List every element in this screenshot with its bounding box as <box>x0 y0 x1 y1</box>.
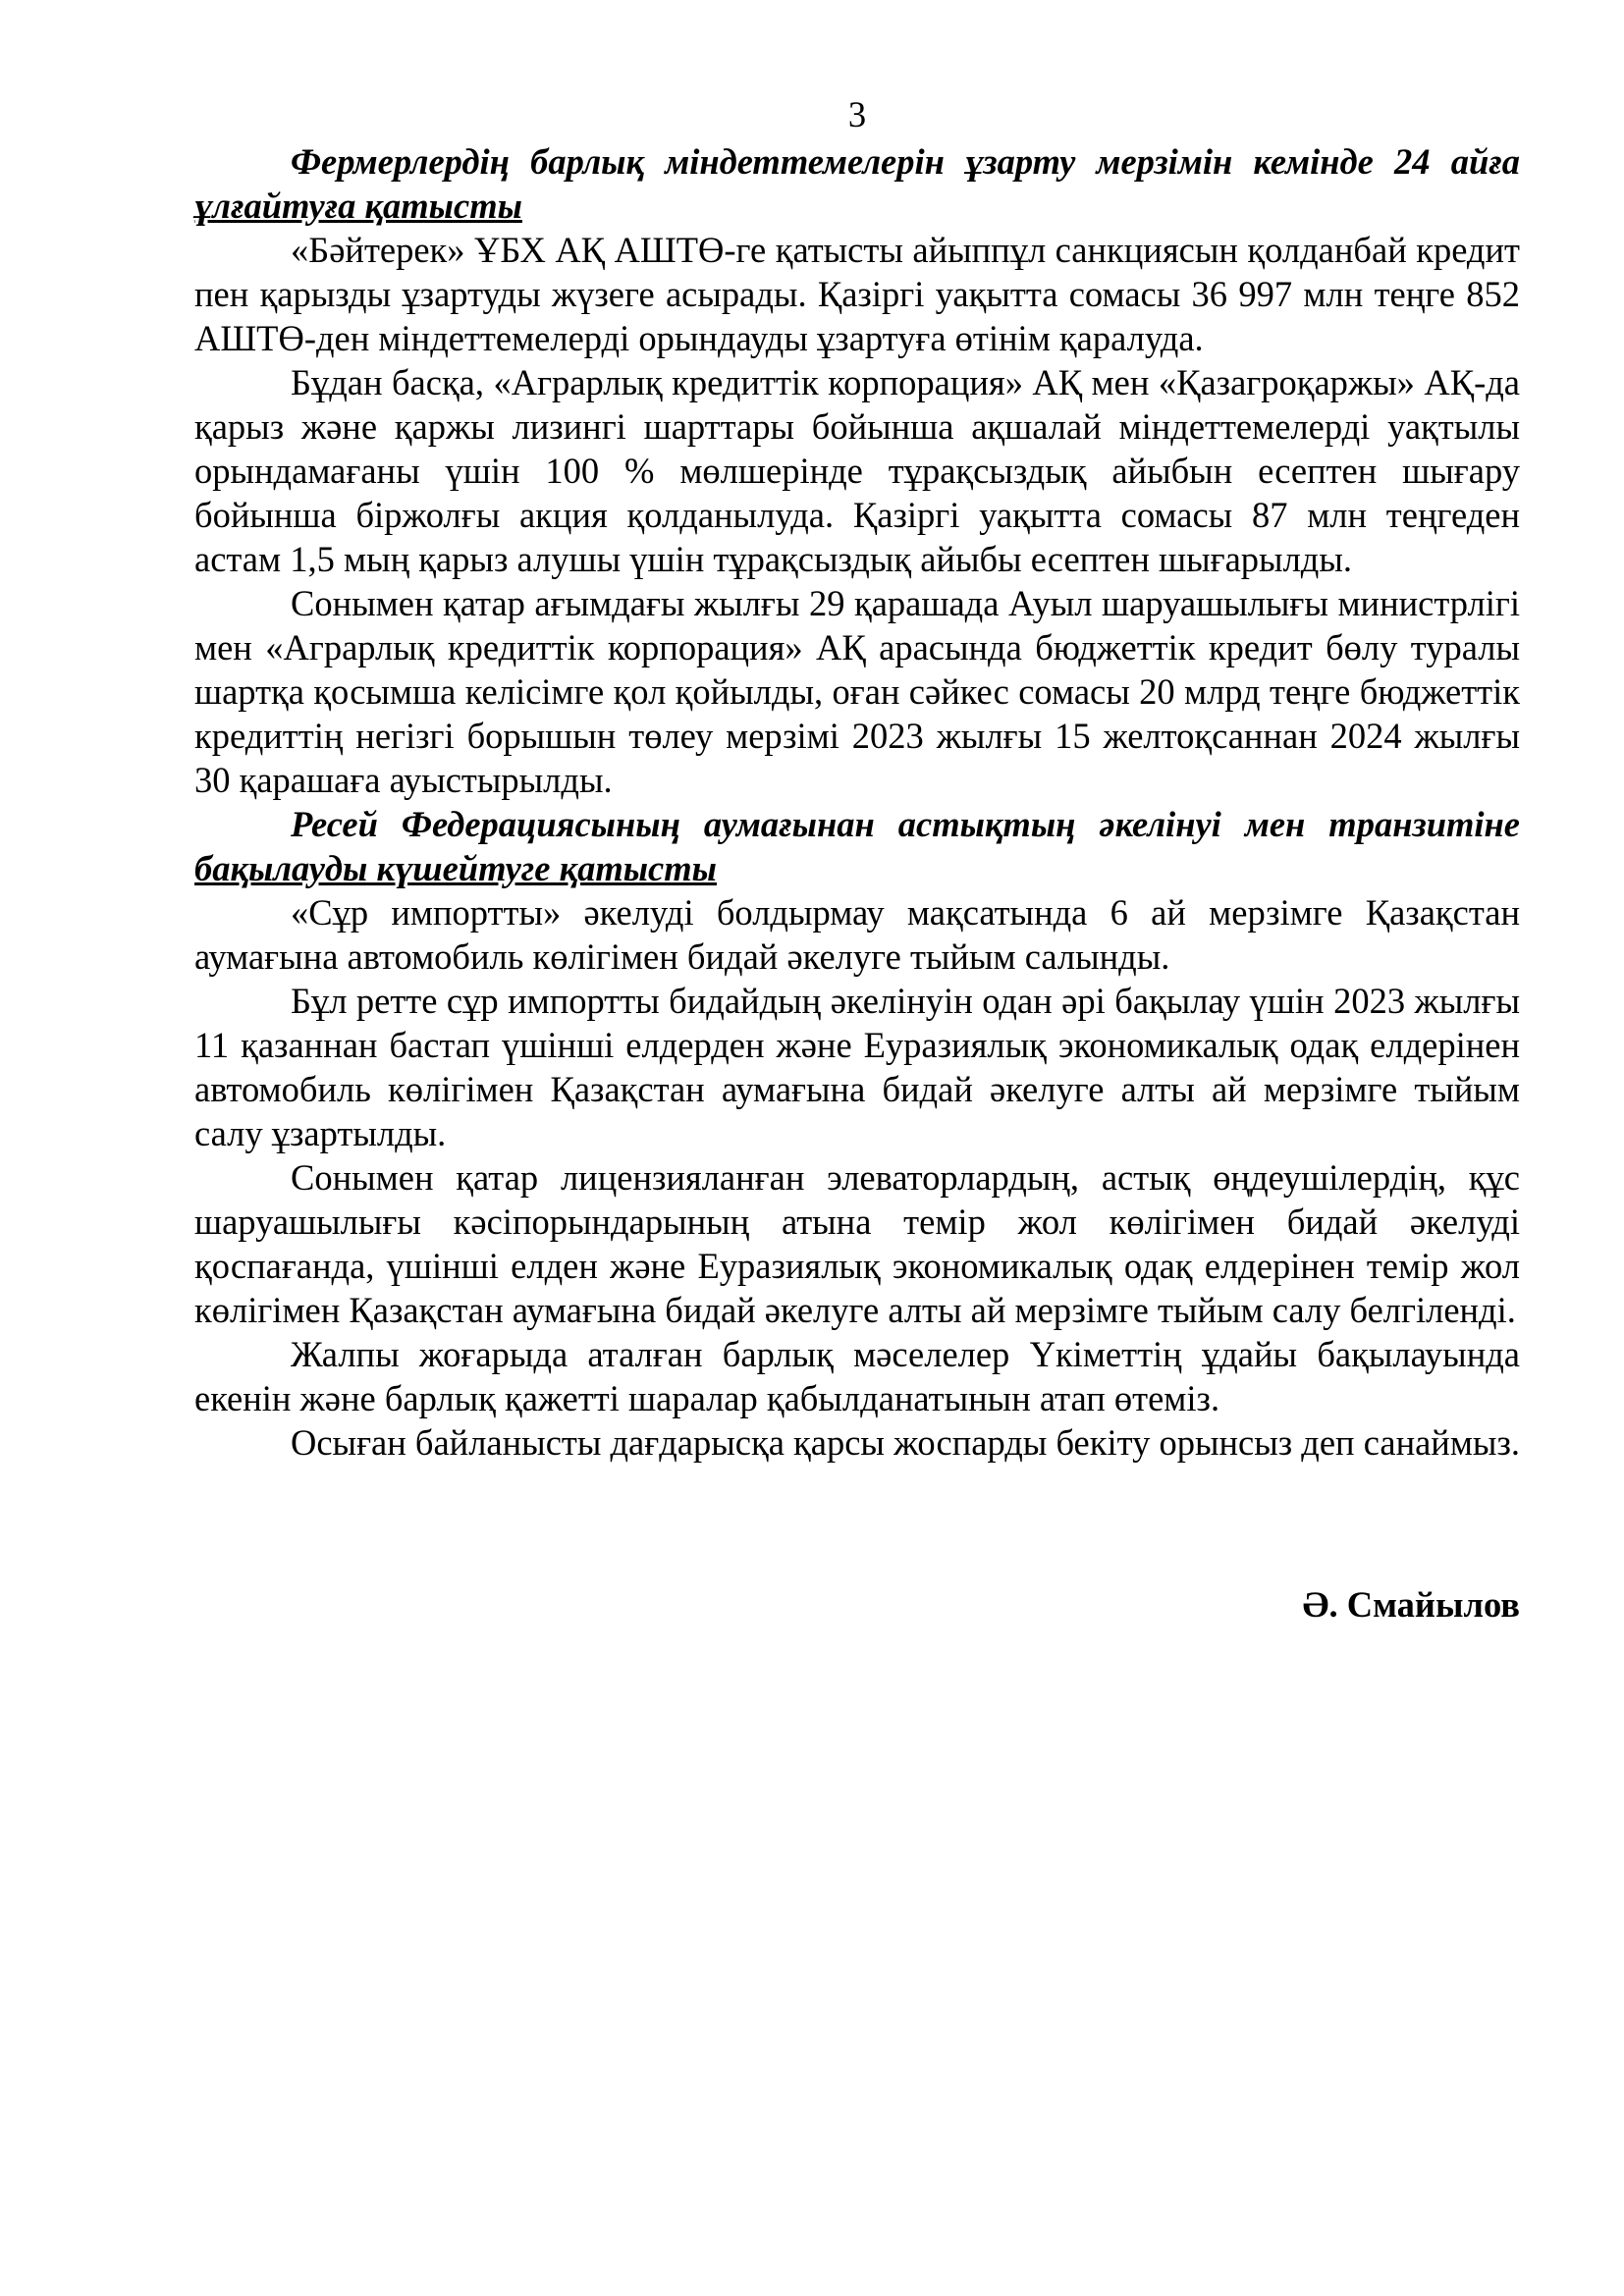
section-heading-line: ұлғайтуға қатысты <box>194 186 522 226</box>
paragraph: «Бәйтерек» ҰБХ АҚ АШТӨ-ге қатысты айыппұл санкциясын қолданбай кредит пен қарызды ұзартуды жүзеге асырады. Қазіргі уақытта сомасы 36 997 млн теңге 852 АШТӨ-ден міндеттемелерді орындауды ұзартуға өтінім қаралуда. <box>194 230 1520 358</box>
page-number: 3 <box>847 94 867 134</box>
paragraph: Бұдан басқа, «Аграрлық кредиттік корпорация» АҚ мен «Қазагроқаржы» АҚ-да қарыз және қаржы лизингі шарттары бойынша ақшалай міндеттемелерді уақтылы орындамағаны үшін 100 % мөлшерінде тұрақсыздық айыбын есептен шығару бойынша біржолғы акция қолданылуда. Қазіргі уақытта сомасы 87 млн теңгеден астам 1,5 мың қарыз алушы үшін тұрақсыздық айыбы есептен шығарылды. <box>194 362 1520 579</box>
paragraph: Бұл ретте сұр импортты бидайдың әкелінуін одан әрі бақылау үшін 2023 жылғы 11 қазаннан бастап үшінші елдерден және Еуразиялық экономикалық одақ елдерінен автомобиль көлігімен Қазақстан аумағына бидай әкелуге алты ай мерзімге тыйым салу ұзартылды. <box>194 981 1520 1153</box>
document-page <box>194 90 1520 1627</box>
signature: Ә. Смайылов <box>1302 1584 1520 1625</box>
paragraph: Сонымен қатар ағымдағы жылғы 29 қарашада Ауыл шаруашылығы министрлігі мен «Аграрлық кредиттік корпорация» АҚ арасында бюджеттік кредит бөлу туралы шартқа қосымша келісімге қол қойылды, оған сәйкес сомасы 20 млрд теңге бюджеттік кредиттің негізгі борышын төлеу мерзімі 2023 жылғы 15 желтоқсаннан 2024 жылғы 30 қарашаға ауыстырылды. <box>194 583 1520 800</box>
paragraph: Осыған байланысты дағдарысқа қарсы жоспарды бекіту орынсыз деп санаймыз. <box>291 1422 1520 1463</box>
section-heading-line: Фермерлердің барлық міндеттемелерін ұзарту мерзімін кемінде 24 айға <box>291 141 1520 182</box>
section-heading-line: бақылауды күшейтуге қатысты <box>194 848 717 888</box>
section-heading-line: Ресей Федерациясының аумағынан астықтың әкелінуі мен транзитіне <box>291 804 1520 844</box>
section-heading <box>194 139 1520 228</box>
paragraph: Жалпы жоғарыда аталған барлық мәселелер Үкіметтің ұдайы бақылауында екенін және барлық қажетті шаралар қабылданатынын атап өтеміз. <box>194 1334 1520 1418</box>
paragraph: «Сұр импортты» әкелуді болдырмау мақсатында 6 ай мерзімге Қазақстан аумағына автомобиль көлігімен бидай әкелуге тыйым салынды. <box>194 892 1520 977</box>
paragraph: Сонымен қатар лицензияланған элеваторлардың, астық өңдеушілердің, құс шаруашылығы кәсіпорындарының атына темір жол көлігімен бидай әкелуді қоспағанда, үшінші елден және Еуразиялық экономикалық одақ елдерінен темір жол көлігімен Қазақстан аумағына бидай әкелуге алты ай мерзімге тыйым салу белгіленді. <box>194 1157 1520 1330</box>
section-heading <box>194 802 1520 890</box>
